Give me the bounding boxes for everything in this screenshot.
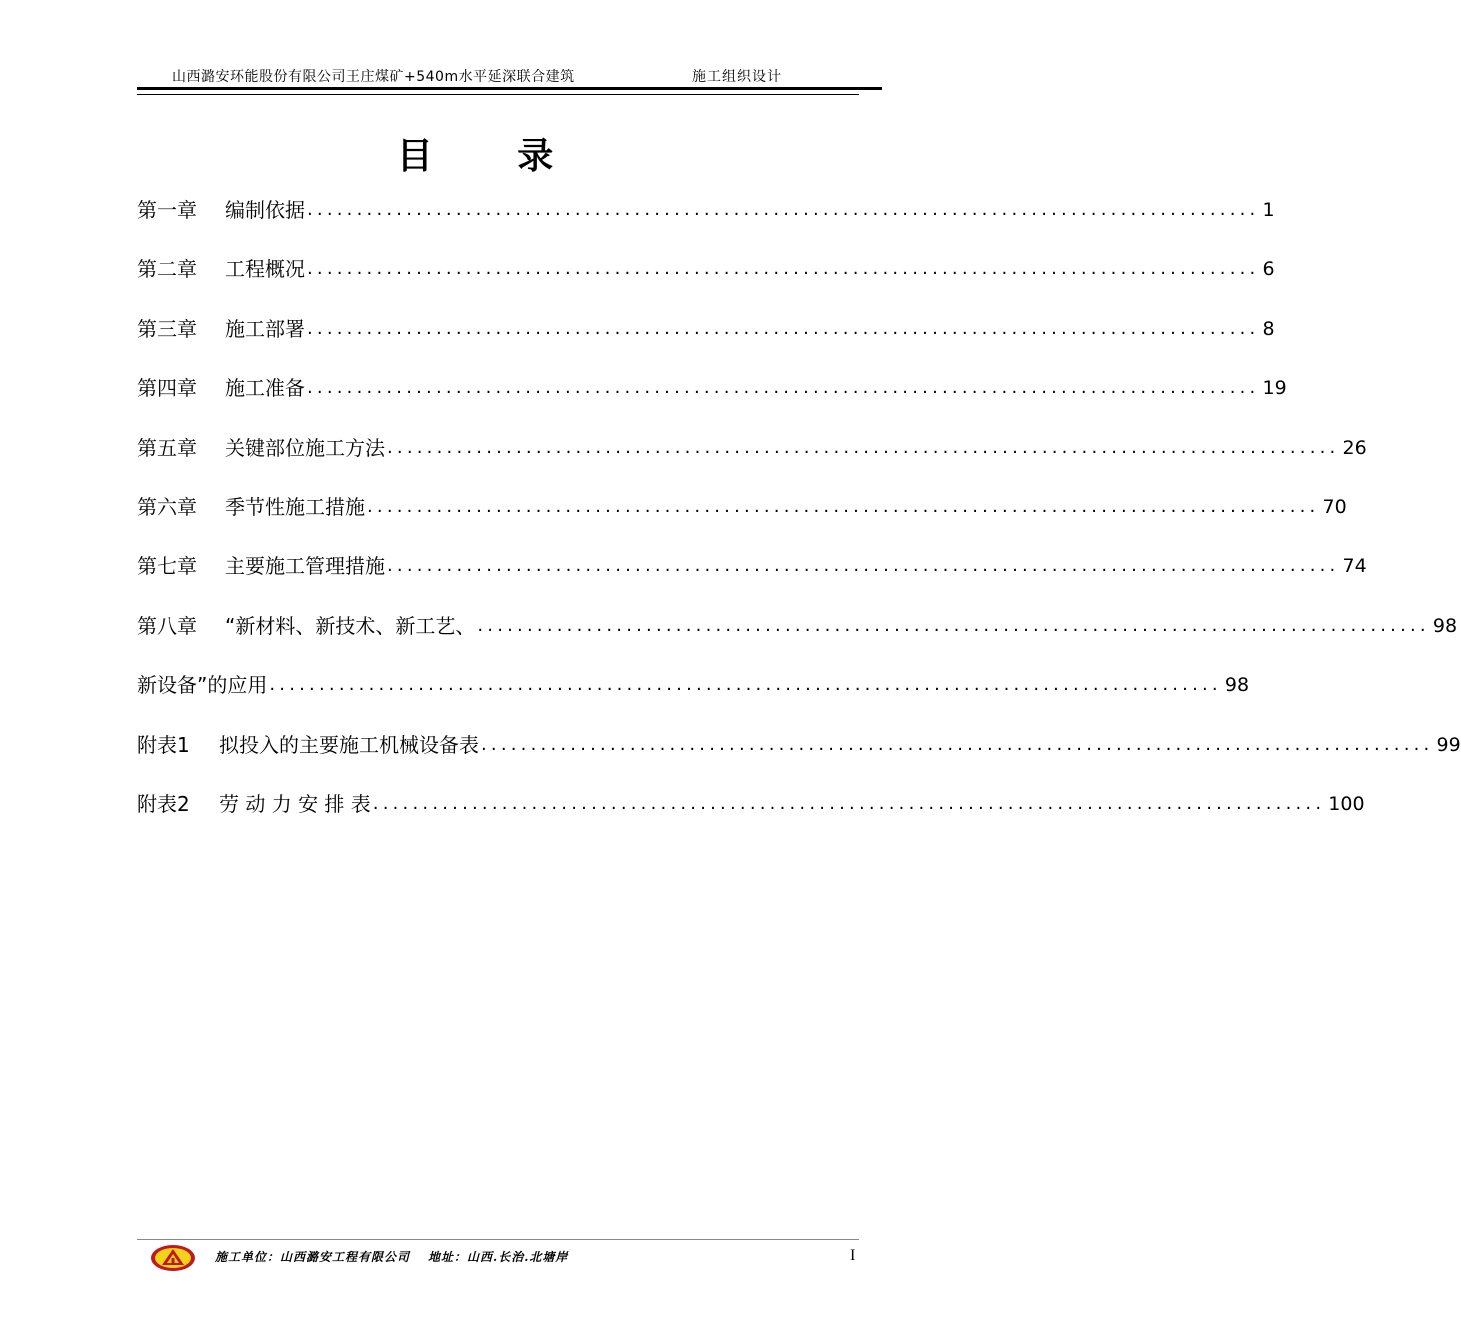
toc-page-number: 98: [1224, 674, 1250, 697]
toc-entry[interactable]: [137, 315, 1275, 374]
toc-entry[interactable]: [137, 196, 1275, 255]
toc-chapter-label: 第三章: [137, 316, 197, 341]
toc-leader-dots: ................................................................................................: [307, 258, 1260, 280]
toc-chapter-label: 第八章: [137, 613, 197, 638]
header-rule-thick: [137, 87, 882, 90]
header-project-title: 山西潞安环能股份有限公司王庄煤矿+540m水平延深联合建筑: [172, 69, 575, 85]
toc-leader-dots: ................................................................................................: [387, 436, 1340, 458]
toc-leader-dots: ................................................................................................: [269, 674, 1222, 696]
toc-page-number: 8: [1262, 317, 1275, 340]
toc-entry-title: 关键部位施工方法: [225, 435, 385, 460]
toc-page-number: 98: [1432, 614, 1458, 637]
toc-chapter-label: 第一章: [137, 198, 197, 222]
toc-entry[interactable]: [137, 612, 1458, 671]
toc-entry[interactable]: [137, 731, 1461, 790]
toc-entry-title: 拟投入的主要施工机械设备表: [219, 732, 479, 757]
toc-entry-title: 施工部署: [225, 316, 305, 341]
toc-leader-dots: ................................................................................................: [481, 733, 1434, 755]
toc-page-number: 19: [1262, 377, 1287, 400]
toc-chapter-label: 附表1: [137, 732, 190, 757]
footer-rule: [137, 1239, 859, 1240]
toc-entry-title: 新设备”的应用: [137, 673, 268, 698]
toc-entry-title: 季节性施工措施: [225, 494, 365, 519]
toc-leader-dots: ................................................................................................: [307, 199, 1260, 220]
page-number: I: [850, 1247, 856, 1264]
toc-chapter-label: 第六章: [137, 494, 197, 519]
toc-page-number: 1: [1262, 199, 1275, 221]
toc-chapter-label: 第四章: [137, 376, 197, 401]
toc-entry[interactable]: [137, 671, 1250, 730]
toc-leader-dots: ................................................................................................: [367, 495, 1320, 517]
page-header: [137, 64, 882, 86]
toc-page-number: 99: [1436, 733, 1461, 756]
header-doc-type: 施工组织设计: [692, 69, 782, 85]
toc-entry-title: “新材料、新技术、新工艺、: [225, 613, 476, 638]
toc-page-number: 70: [1322, 495, 1347, 518]
toc-page-number: 6: [1262, 258, 1275, 281]
toc-entry-title: 主要施工管理措施: [225, 554, 385, 579]
toc-entry[interactable]: [137, 255, 1275, 314]
toc-chapter-label: 第五章: [137, 435, 197, 460]
toc-leader-dots: ................................................................................................: [387, 555, 1340, 577]
toc-entry-title: 工程概况: [225, 257, 305, 282]
toc-page-number: 26: [1342, 436, 1367, 459]
toc-chapter-label: 第七章: [137, 554, 197, 579]
footer-address: 地址：山西.长治.北塘岸: [428, 1250, 569, 1264]
toc-leader-dots: ................................................................................................: [307, 377, 1260, 399]
toc-entry-title: 施工准备: [225, 376, 305, 401]
toc-chapter-label: 附表2: [137, 791, 190, 816]
toc-entry[interactable]: [137, 552, 1367, 611]
toc-chapter-label: 第二章: [137, 257, 197, 282]
toc-entry[interactable]: [137, 434, 1367, 493]
toc-leader-dots: ................................................................................................: [372, 792, 1326, 814]
toc-page-number: 74: [1342, 555, 1367, 578]
toc-entry[interactable]: [137, 493, 1347, 552]
footer-unit: 施工单位：山西潞安工程有限公司: [215, 1250, 411, 1264]
header-rule-thin: [137, 94, 859, 95]
toc-entry[interactable]: [137, 790, 1365, 849]
toc-entry-title: 劳 动 力 安 排 表: [219, 791, 371, 816]
footer-text: [215, 1248, 568, 1265]
toc-leader-dots: ................................................................................................: [307, 317, 1260, 339]
table-of-contents: [137, 196, 1461, 849]
company-logo-icon: [150, 1244, 196, 1272]
toc-title: 目 录: [396, 136, 590, 177]
toc-page-number: 100: [1328, 792, 1365, 815]
toc-entry-title: 编制依据: [225, 198, 305, 222]
toc-leader-dots: ................................................................................................: [477, 614, 1430, 636]
toc-entry[interactable]: [137, 374, 1287, 433]
